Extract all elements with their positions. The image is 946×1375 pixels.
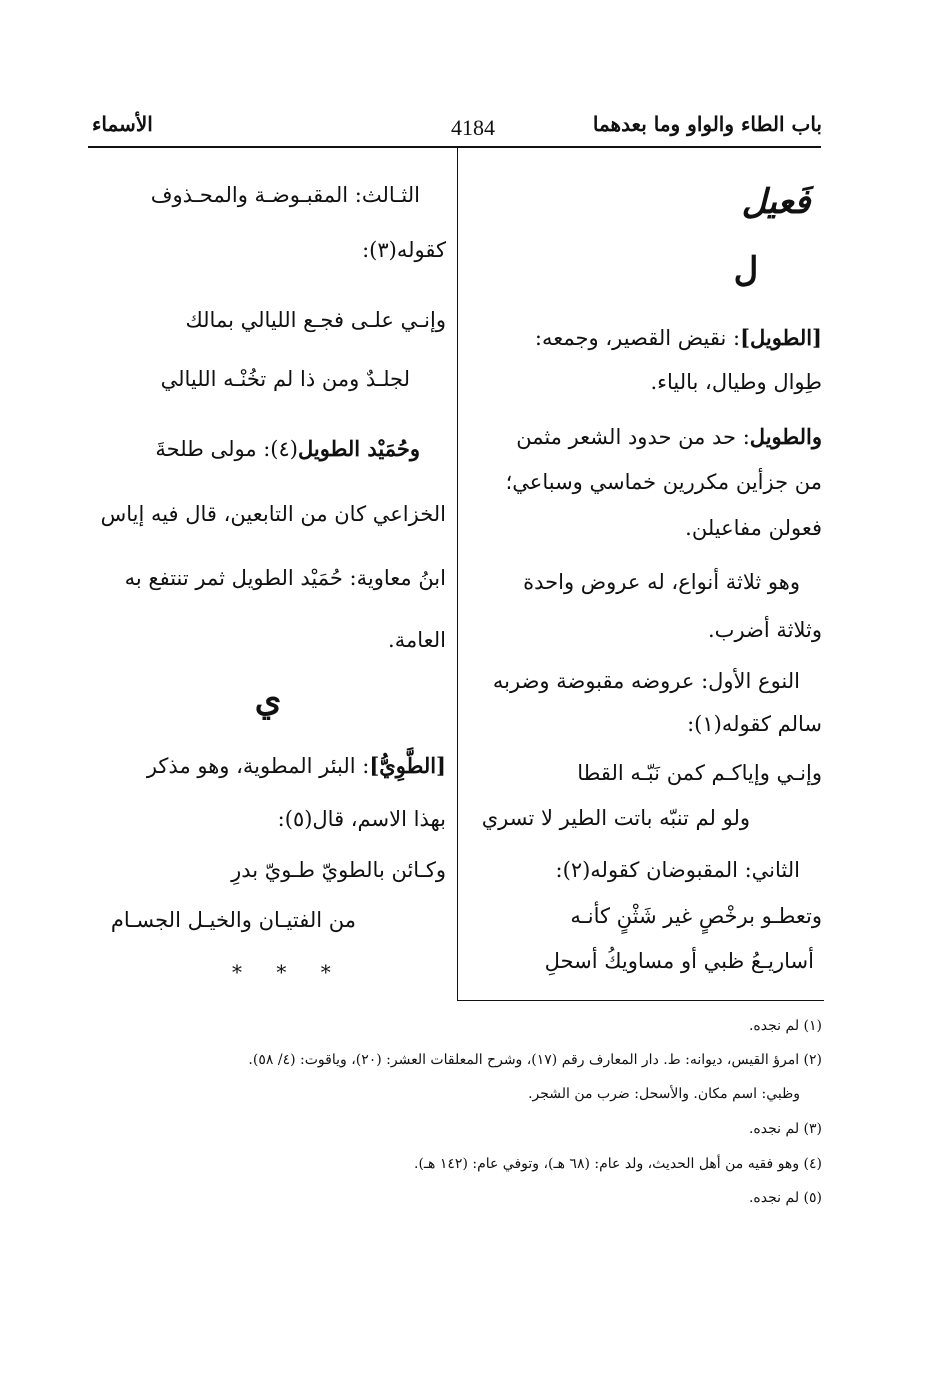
verse-hemistich: من الفتيـان والخيـل الجسـام [110, 908, 356, 932]
column-divider [457, 146, 458, 1001]
paragraph-line: الثـالث: المقبـوضـة والمحـذوف [150, 183, 420, 207]
pattern-heading: فَعيل [741, 182, 811, 222]
entry-term: [الطويل] [740, 325, 822, 350]
entry-line: ابنُ معاوية: حُمَيْد الطويل ثمر تنتفع به [124, 566, 446, 590]
verse-hemistich: وكـائن بالطويّ طـويّ بدرِ [231, 858, 446, 882]
letter-heading: ل [733, 250, 759, 290]
paragraph-line: كقوله(٣): [362, 238, 446, 262]
entry-line: والطويل: حد من حدود الشعر مثمن [516, 424, 822, 449]
footnote: (٣) لم نجده. [748, 1121, 822, 1137]
letter-heading: ي [254, 680, 282, 720]
entry-term: وحُمَيْد الطويل [298, 436, 420, 461]
page-number: 4184 [451, 115, 495, 140]
entry-line: من جزأين مكررين خماسي وسباعي؛ [505, 470, 822, 494]
entry-line: [الطويل]: نقيض القصير، وجمعه: [534, 325, 822, 350]
verse-hemistich: لجلـدٌ ومن ذا لم تخُنْـه الليالي [160, 367, 410, 391]
header-rule [88, 146, 821, 148]
paragraph-line: النوع الأول: عروضه مقبوضة وضربه [492, 669, 800, 693]
entry-line: فعولن مفاعيلن. [685, 516, 822, 540]
section-end-stars: * * * [232, 960, 345, 984]
running-head-chapter: باب الطاء والواو وما بعدهما [592, 112, 822, 136]
verse-hemistich: وإنـي وإياكـم كمن نَبّـه القطا [577, 761, 822, 785]
footnote-rule [458, 1000, 824, 1001]
entry-line: الخزاعي كان من التابعين، قال فيه إياس [100, 502, 446, 526]
verse-hemistich: وتعطـو برخْصٍ غير شَثْنٍ كأنـه [570, 904, 822, 928]
paragraph-line: سالم كقوله(١): [687, 712, 822, 736]
entry-line: بهذا الاسم، قال(٥): [277, 807, 446, 831]
entry-line: وحُمَيْد الطويل(٤): مولى طلحةَ [155, 436, 420, 461]
entry-term: [الطَّوِيُّ] [369, 753, 446, 778]
footnote: (١) لم نجده. [748, 1018, 822, 1034]
footnote-continuation: وظبي: اسم مكان. والأسحل: ضرب من الشجر. [528, 1086, 800, 1102]
footnote: (٥) لم نجده. [748, 1190, 822, 1206]
paragraph-line: وهو ثلاثة أنواع، له عروض واحدة [523, 570, 800, 594]
entry-line: العامة. [388, 628, 446, 652]
paragraph-line: وثلاثة أضرب. [708, 618, 822, 642]
entry-term: والطويل [749, 424, 822, 449]
entry-line: طِوال وطيال، بالياء. [650, 370, 822, 394]
running-head-section: الأسماء [92, 112, 153, 136]
paragraph-line: الثاني: المقبوضان كقوله(٢): [555, 858, 800, 882]
footnote: (٤) وهو فقيه من أهل الحديث، ولد عام: (٦٨ هـ)، وتوفي عام: (١٤٢ هـ). [414, 1156, 822, 1172]
verse-hemistich: أساريـعُ ظبي أو مساويكُ أسحلِ [544, 949, 814, 973]
verse-hemistich: ولو لم تنبّه باتت الطير لا تسري [481, 806, 750, 830]
verse-hemistich: وإنـي علـى فجـع الليالي بمالك [185, 308, 446, 332]
footnote: (٢) امرؤ القيس، ديوانه: ط. دار المعارف رقم (١٧)، وشرح المعلقات العشر: (٢٠)، وياقوت: (٤/ ٥٨). [248, 1052, 822, 1068]
entry-line: [الطَّوِيُّ]: البئر المطوية، وهو مذكر [146, 753, 446, 778]
